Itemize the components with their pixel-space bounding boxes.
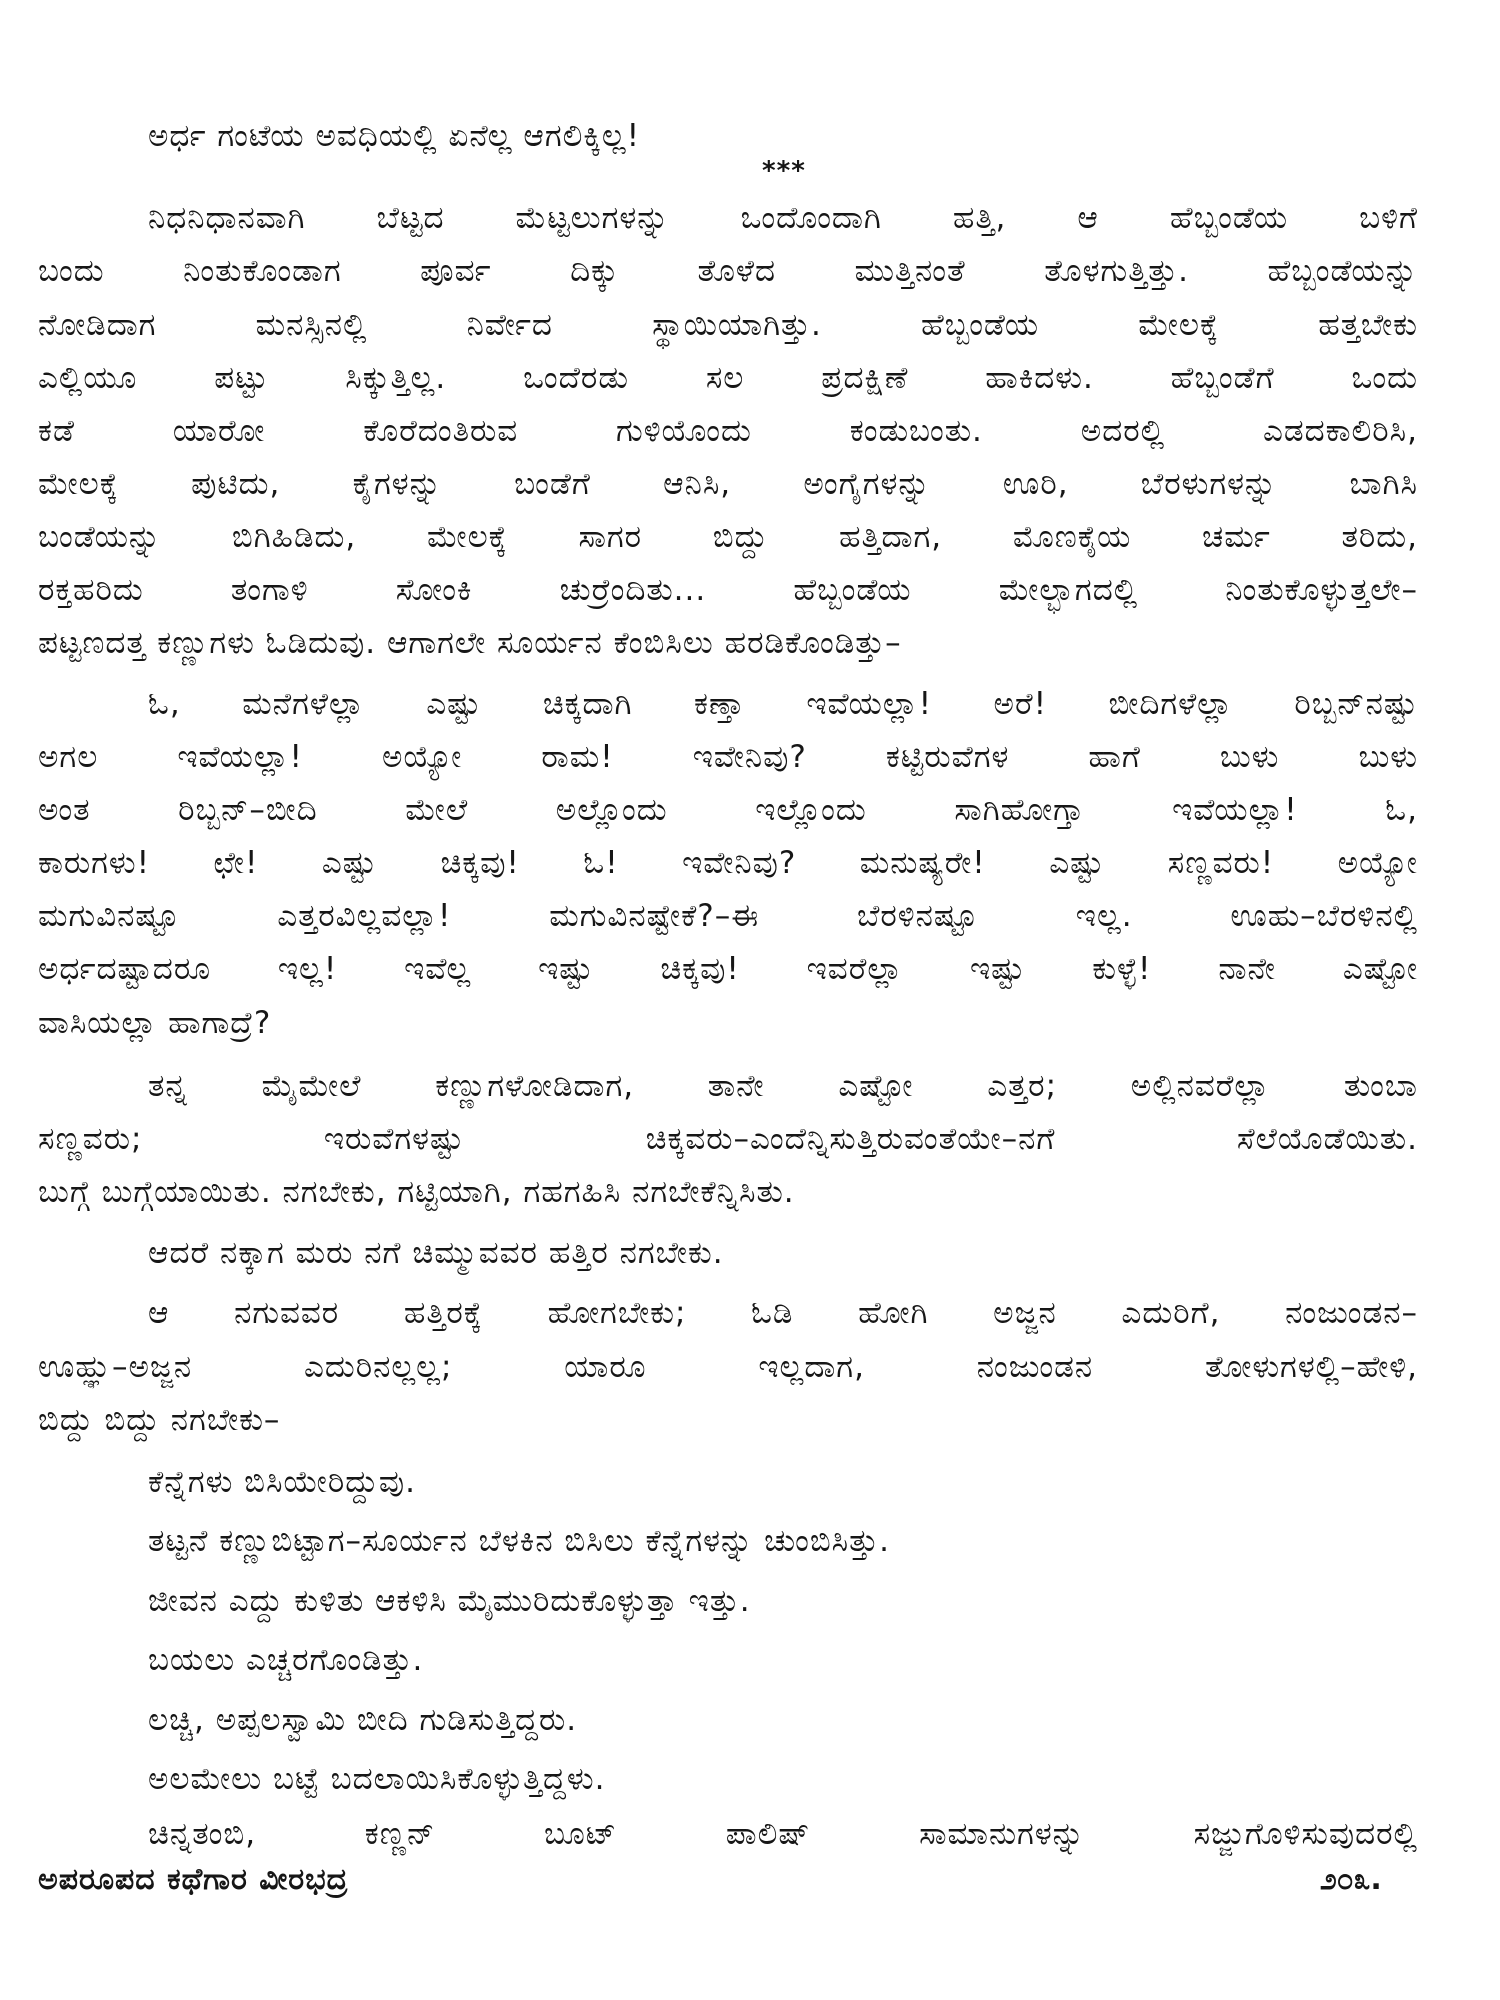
paragraph-line: ಲಚ್ಚಿ, ಅಪ್ಪಲಸ್ವಾಮಿ ಬೀದಿ ಗುಡಿಸುತ್ತಿದ್ದರು. [148,1701,578,1738]
footer-book-title: ಅಪರೂಪದ ಕಥೆಗಾರ ವೀರಭದ್ರ [38,1862,349,1897]
paragraph-line: ಅಲಮೇಲು ಬಟ್ಟೆ ಬದಲಾಯಿಸಿಕೊಳ್ಳುತ್ತಿದ್ದಳು. [148,1761,606,1798]
opening-line: ಅರ್ಧ ಗಂಟೆಯ ಅವಧಿಯಲ್ಲಿ ಏನೆಲ್ಲ ಆಗಲಿಕ್ಕಿಲ್ಲ! [148,118,641,154]
paragraph-line: ಸಣ್ಣವರು; ಇರುವೆಗಳಷ್ಟು ಚಿಕ್ಕವರು–ಎಂದೆನ್ನಿಸುತ್ತಿರುವಂತೆಯೇ–ನಗೆ ಸೆಲೆಯೊಡೆಯಿತು. [38,1120,1418,1157]
paragraph-line: ಎಲ್ಲಿಯೂ ಪಟ್ಟು ಸಿಕ್ಕುತ್ತಿಲ್ಲ. ಒಂದೆರಡು ಸಲ ಪ್ರದಕ್ಷಿಣೆ ಹಾಕಿದಳು. ಹೆಬ್ಬಂಡೆಗೆ ಒಂದು [38,359,1418,396]
paragraph-line: ಬಿದ್ದು ಬಿದ್ದು ನಗಬೇಕು– [38,1401,281,1438]
paragraph-line: ವಾಸಿಯಲ್ಲಾ ಹಾಗಾದ್ರೆ? [38,1004,272,1041]
paragraph-line: ಬಂದು ನಿಂತುಕೊಂಡಾಗ ಪೂರ್ವ ದಿಕ್ಕು ತೊಳೆದ ಮುತ್ತಿನಂತೆ ತೊಳಗುತ್ತಿತ್ತು. ಹೆಬ್ಬಂಡೆಯನ್ನು [38,253,1418,290]
paragraph-line: ಬಂಡೆಯನ್ನು ಬಿಗಿಹಿಡಿದು, ಮೇಲಕ್ಕೆ ಸಾಗರ ಬಿದ್ದು ಹತ್ತಿದಾಗ, ಮೊಣಕೈಯ ಚರ್ಮ ತರಿದು, [38,518,1418,555]
paragraph-line: ಆದರೆ ನಕ್ಕಾಗ ಮರು ನಗೆ ಚಿಮ್ಮುವವರ ಹತ್ತಿರ ನಗಬೇಕು. [148,1235,724,1272]
paragraph-line: ಮಗುವಿನಷ್ಟೂ ಎತ್ತರವಿಲ್ಲವಲ್ಲಾ! ಮಗುವಿನಷ್ಟೇಕೆ?–ಈ ಬೆರಳಿನಷ್ಟೂ ಇಲ್ಲ. ಊಹು–ಬೆರಳಿನಲ್ಲಿ [38,898,1418,935]
paragraph-line: ಅರ್ಧದಷ್ಟಾದರೂ ಇಲ್ಲ! ಇವೆಲ್ಲ ಇಷ್ಟು ಚಿಕ್ಕವು! ಇವರೆಲ್ಲಾ ಇಷ್ಟು ಕುಳ್ಳೆ! ನಾನೇ ಎಷ್ಟೋ [38,951,1418,988]
paragraph-line: ಪಟ್ಟಣದತ್ತ ಕಣ್ಣುಗಳು ಓಡಿದುವು. ಆಗಾಗಲೇ ಸೂರ್ಯನ ಕೆಂಬಿಸಿಲು ಹರಡಿಕೊಂಡಿತ್ತು– [38,624,902,661]
paragraph-line: ಊಹ್ಞು–ಅಜ್ಜನ ಎದುರಿನಲ್ಲಲ್ಲ; ಯಾರೂ ಇಲ್ಲದಾಗ, ನಂಜುಂಡನ ತೋಳುಗಳಲ್ಲಿ–ಹೇಳಿ, [38,1348,1418,1385]
paragraph-line: ಆ ನಗುವವರ ಹತ್ತಿರಕ್ಕೆ ಹೋಗಬೇಕು; ಓಡಿ ಹೋಗಿ ಅಜ್ಜನ ಎದುರಿಗೆ, ನಂಜುಂಡನ– [148,1295,1418,1332]
paragraph-line: ಅಂತ ರಿಬ್ಬನ್–ಬೀದಿ ಮೇಲೆ ಅಲ್ಲೊಂದು ಇಲ್ಲೊಂದು ಸಾಗಿಹೋಗ್ತಾ ಇವೆಯಲ್ಲಾ! ಓ, [38,792,1418,829]
paragraph-line: ಚಿನ್ನತಂಬಿ, ಕಣ್ಣನ್ ಬೂಟ್ ಪಾಲಿಷ್ ಸಾಮಾನುಗಳನ್ನು ಸಜ್ಜುಗೊಳಿಸುವುದರಲ್ಲಿ [148,1816,1418,1852]
paragraph-line: ಓ, ಮನೆಗಳೆಲ್ಲಾ ಎಷ್ಟು ಚಿಕ್ಕದಾಗಿ ಕಣ್ತಾ ಇವೆಯಲ್ಲಾ! ಅರೆ! ಬೀದಿಗಳೆಲ್ಲಾ ರಿಬ್ಬನ್‌ನಷ್ಟು [148,686,1418,723]
paragraph-line: ಜೀವನ ಎದ್ದು ಕುಳಿತು ಆಕಳಿಸಿ ಮೈಮುರಿದುಕೊಳ್ಳುತ್ತಾ ಇತ್ತು. [148,1582,751,1619]
paragraph-line: ಕಡೆ ಯಾರೋ ಕೊರೆದಂತಿರುವ ಗುಳಿಯೊಂದು ಕಂಡುಬಂತು. ಅದರಲ್ಲಿ ಎಡದಕಾಲಿರಿಸಿ, [38,412,1418,449]
paragraph-line: ತನ್ನ ಮೈಮೇಲೆ ಕಣ್ಣುಗಳೋಡಿದಾಗ, ತಾನೇ ಎಷ್ಟೋ ಎತ್ತರ; ಅಲ್ಲಿನವರೆಲ್ಲಾ ತುಂಬಾ [148,1067,1418,1104]
paragraph-line: ನಿಧನಿಧಾನವಾಗಿ ಬೆಟ್ಟದ ಮೆಟ್ಟಲುಗಳನ್ನು ಒಂದೊಂದಾಗಿ ಹತ್ತಿ, ಆ ಹೆಬ್ಬಂಡೆಯ ಬಳಿಗೆ [148,200,1418,237]
paragraph-line: ರಕ್ತಹರಿದು ತಂಗಾಳಿ ಸೋಂಕಿ ಚುರ್ರೆಂದಿತು... ಹೆಬ್ಬಂಡೆಯ ಮೇಲ್ಭಾಗದಲ್ಲಿ ನಿಂತುಕೊಳ್ಳುತ್ತಲೇ– [38,571,1418,608]
paragraph-line: ಮೇಲಕ್ಕೆ ಪುಟಿದು, ಕೈಗಳನ್ನು ಬಂಡೆಗೆ ಆನಿಸಿ, ಅಂಗೈಗಳನ್ನು ಊರಿ, ಬೆರಳುಗಳನ್ನು ಬಾಗಿಸಿ [38,465,1418,502]
paragraph-line: ಬಯಲು ಎಚ್ಚರಗೊಂಡಿತ್ತು. [148,1642,424,1679]
page-number: ೨೦೩. [1320,1862,1382,1897]
paragraph-line: ತಟ್ಟನೆ ಕಣ್ಣುಬಿಟ್ಟಾಗ–ಸೂರ್ಯನ ಬೆಳಕಿನ ಬಿಸಿಲು ಕೆನ್ನೆಗಳನ್ನು ಚುಂಬಿಸಿತ್ತು. [148,1523,890,1560]
paragraph-line: ನೋಡಿದಾಗ ಮನಸ್ಸಿನಲ್ಲಿ ನಿರ್ವೇದ ಸ್ಥಾಯಿಯಾಗಿತ್ತು. ಹೆಬ್ಬಂಡೆಯ ಮೇಲಕ್ಕೆ ಹತ್ತಬೇಕು [38,306,1418,343]
paragraph-line: ಕೆನ್ನೆಗಳು ಬಿಸಿಯೇರಿದ್ದುವು. [148,1463,417,1500]
paragraph-line: ಅಗಲ ಇವೆಯಲ್ಲಾ! ಅಯ್ಯೋ ರಾಮ! ಇವೇನಿವು? ಕಟ್ಟಿರುವೆಗಳ ಹಾಗೆ ಬುಳು ಬುಳು [38,739,1418,776]
section-separator: *** [762,155,806,186]
paragraph-line: ಕಾರುಗಳು! ಛೇ! ಎಷ್ಟು ಚಿಕ್ಕವು! ಓ! ಇವೇನಿವು? ಮನುಷ್ಯರೇ! ಎಷ್ಟು ಸಣ್ಣವರು! ಅಯ್ಯೋ [38,845,1418,882]
paragraph-line: ಬುಗ್ಗೆ ಬುಗ್ಗೆಯಾಯಿತು. ನಗಬೇಕು, ಗಟ್ಟಿಯಾಗಿ, ಗಹಗಹಿಸಿ ನಗಬೇಕೆನ್ನಿಸಿತು. [38,1173,795,1210]
